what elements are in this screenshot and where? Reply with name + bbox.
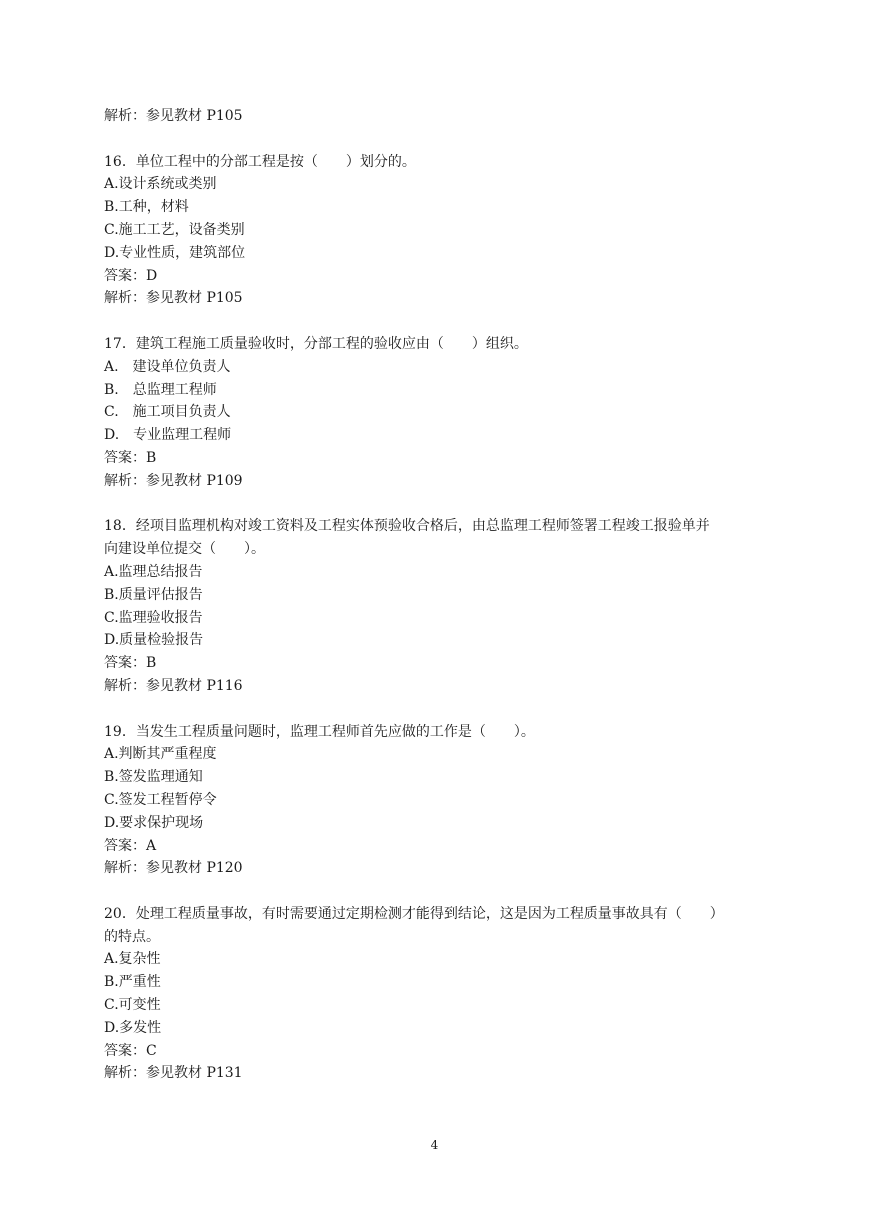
option-b: B.签发监理通知 <box>104 769 203 786</box>
question-20 <box>104 903 774 1085</box>
document-body <box>104 105 774 1085</box>
analysis: 解析：参见教材 P116 <box>104 677 243 694</box>
option-b: B. 总监理工程师 <box>104 381 217 398</box>
option-c: C. 施工项目负责人 <box>104 404 231 421</box>
option-c: C.监理验收报告 <box>104 609 203 626</box>
option-c: C.签发工程暂停令 <box>104 791 217 808</box>
question-stem-line-1: 18．经项目监理机构对竣工资料及工程实体预验收合格后，由总监理工程师签署工程竣工报验单并 <box>104 518 710 535</box>
answer: 答案：C <box>104 1042 157 1059</box>
analysis: 解析：参见教材 P120 <box>104 860 243 877</box>
option-a: A. 建设单位负责人 <box>104 358 231 375</box>
analysis: 解析：参见教材 P131 <box>104 1065 243 1082</box>
question-stem: 19．当发生工程质量问题时，监理工程师首先应做的工作是（ ）。 <box>104 723 535 740</box>
question-stem-line-1: 20．处理工程质量事故，有时需要通过定期检测才能得到结论，这是因为工程质量事故具有（ ） <box>104 905 724 922</box>
option-a: A.监理总结报告 <box>104 563 203 580</box>
question-stem-line-2: 的特点。 <box>104 928 160 945</box>
option-a: A.设计系统或类别 <box>104 176 217 193</box>
question-16 <box>104 151 774 311</box>
option-d: D.要求保护现场 <box>104 814 204 831</box>
analysis: 解析：参见教材 P105 <box>104 290 243 307</box>
option-b: B.严重性 <box>104 974 161 991</box>
leading-analysis: 解析：参见教材 P105 <box>104 108 243 124</box>
option-d: D.多发性 <box>104 1019 162 1036</box>
option-b: B.工种，材料 <box>104 199 189 216</box>
question-stem: 16．单位工程中的分部工程是按（ ）划分的。 <box>104 153 416 170</box>
answer: 答案：B <box>104 449 157 466</box>
question-18 <box>104 515 774 697</box>
option-d: D.专业性质，建筑部位 <box>104 244 246 261</box>
answer: 答案：A <box>104 837 157 854</box>
question-stem: 17．建筑工程施工质量验收时，分部工程的验收应由（ ）组织。 <box>104 335 528 352</box>
option-c: C.可变性 <box>104 997 161 1014</box>
option-a: A.判断其严重程度 <box>104 746 217 763</box>
option-d: D.质量检验报告 <box>104 632 204 649</box>
option-c: C.施工工艺，设备类别 <box>104 221 245 238</box>
question-19 <box>104 721 774 881</box>
option-d: D. 专业监理工程师 <box>104 427 232 444</box>
answer: 答案：D <box>104 267 158 284</box>
answer: 答案：B <box>104 655 157 672</box>
analysis: 解析：参见教材 P109 <box>104 472 243 489</box>
option-a: A.复杂性 <box>104 951 161 968</box>
option-b: B.质量评估报告 <box>104 586 203 603</box>
question-17 <box>104 333 774 493</box>
page-number: 4 <box>430 1138 439 1152</box>
question-stem-line-2: 向建设单位提交（ ）。 <box>104 541 265 558</box>
